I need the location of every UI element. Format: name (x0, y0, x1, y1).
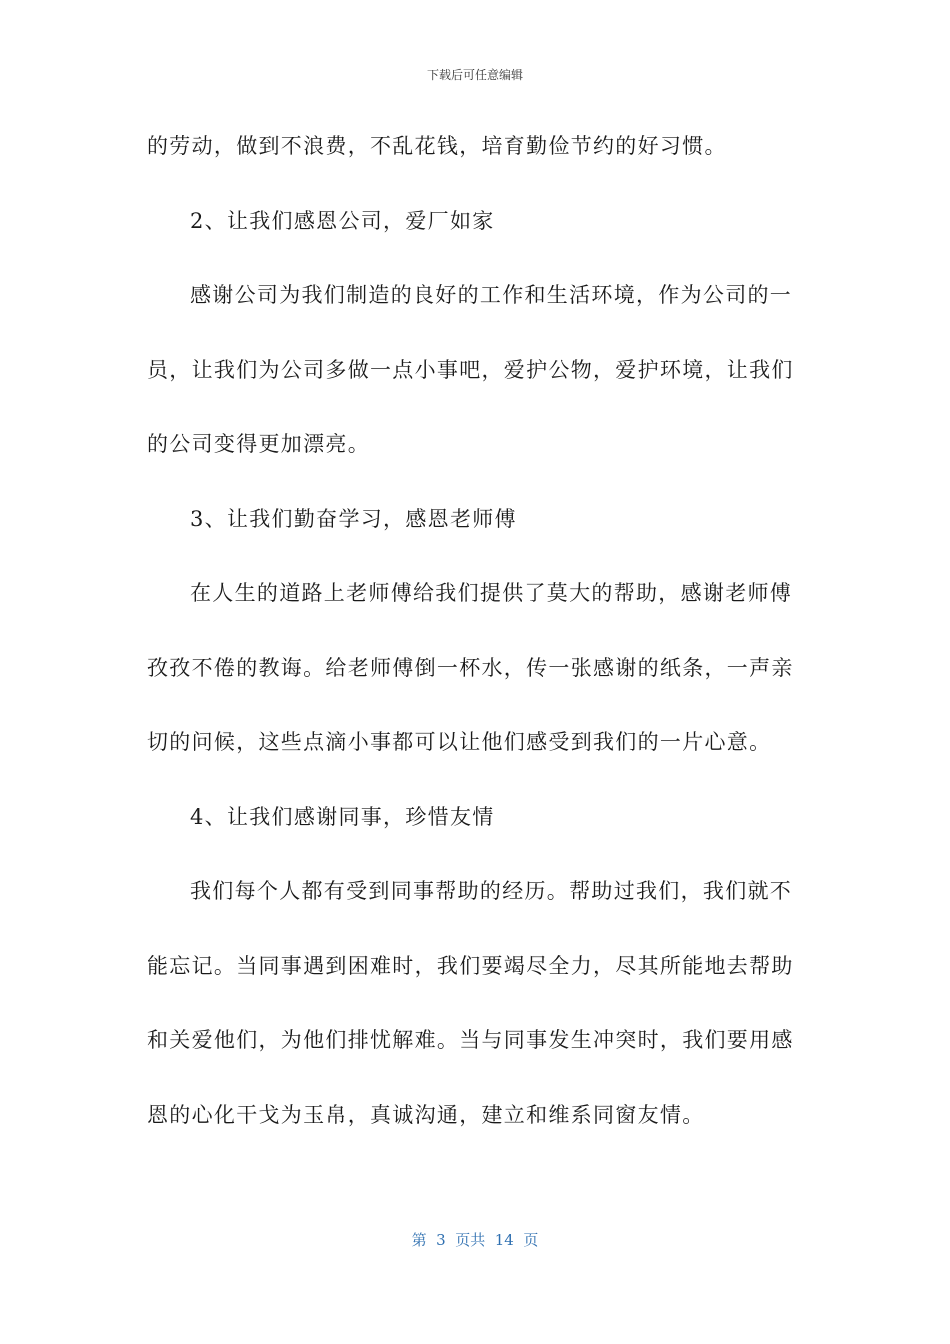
body-line: 切的问候，这些点滴小事都可以让他们感受到我们的一片心意。 (147, 730, 772, 754)
body-line: 孜孜不倦的教诲。给老师傅倒一杯水，传一张感谢的纸条，一声亲 (147, 655, 794, 680)
body-line: 和关爱他们，为他们排忧解难。当与同事发生冲突时，我们要用感 (147, 1028, 794, 1052)
header-note: 下载后可任意编辑 (426, 68, 523, 82)
section-heading: 4、让我们感谢同事，珍惜友情 (190, 804, 495, 829)
body-line: 在人生的道路上老师傅给我们提供了莫大的帮助，感谢老师傅 (190, 581, 793, 605)
body-line: 能忘记。当同事遇到困难时，我们要竭尽全力，尽其所能地去帮助 (147, 953, 794, 978)
page-number-footer: 第 3 页共 14 页 (411, 1231, 539, 1249)
body-line: 恩的心化干戈为玉帛，真诚沟通，建立和维系同窗友情。 (147, 1102, 705, 1127)
body-line: 的公司变得更加漂亮。 (147, 432, 370, 456)
section-heading: 2、让我们感恩公司，爱厂如家 (190, 208, 495, 233)
body-line: 员，让我们为公司多做一点小事吧，爱护公物，爱护环境，让我们 (147, 357, 794, 382)
section-heading: 3、让我们勤奋学习，感恩老师傅 (190, 506, 517, 531)
body-line: 感谢公司为我们制造的良好的工作和生活环境，作为公司的一 (190, 283, 793, 307)
body-line: 的劳动，做到不浪费，不乱花钱，培育勤俭节约的好习惯。 (147, 134, 727, 158)
body-line: 我们每个人都有受到同事帮助的经历。帮助过我们，我们就不 (190, 879, 793, 903)
document-body (147, 127, 797, 1170)
